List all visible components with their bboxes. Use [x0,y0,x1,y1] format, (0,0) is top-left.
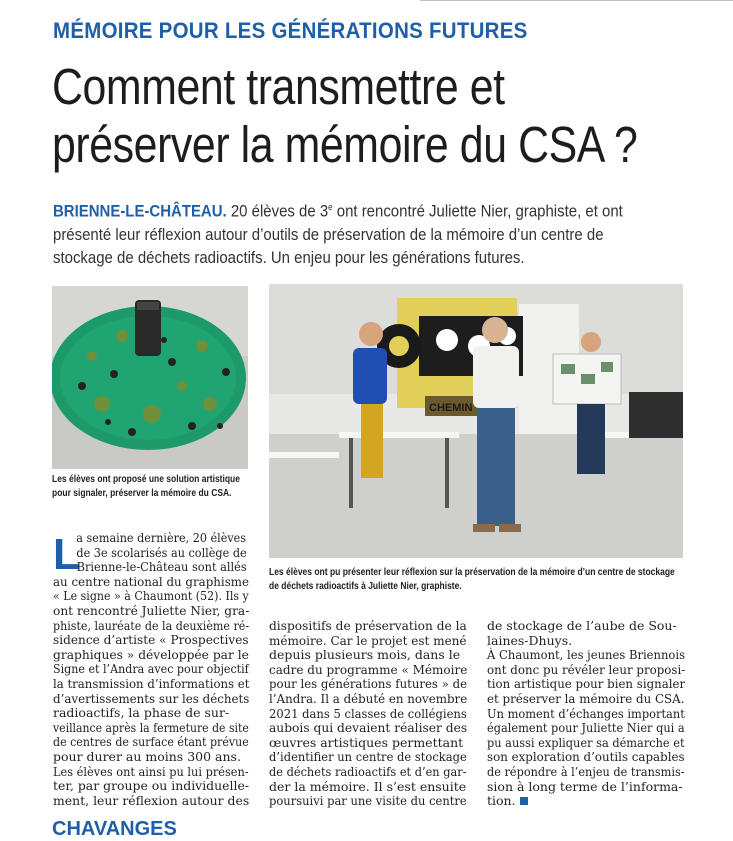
body-line: l’Andra. Il a débuté en novembre [269,690,468,706]
body-line: À Chaumont, les jeunes Briennois [487,647,686,663]
body-line: d’avertissements sur les déchets [53,690,250,706]
body-line: sion à long terme de l’informa- [487,778,683,794]
photo-art-installation-image [52,286,248,469]
body-line: radioactifs, la phase de sur- [53,705,230,721]
body-line: de déchets radioactifs et d’en gar- [269,763,467,779]
headline-line-1: Comment transmettre et [52,58,505,115]
body-line: également pour Juliette Nier qui a [487,720,685,736]
body-line: œuvres artistiques permettant [269,734,464,750]
body-line: Les élèves ont ainsi pu lui présen- [53,763,249,779]
body-line: dispositifs de préservation de la [269,618,467,633]
body-line: Signe et l’Andra avec pour objectif [53,661,249,677]
headline [52,58,712,174]
body-line: ment, leur réflexion autour des [53,792,250,808]
body-line: de répondre à l’enjeu de transmis- [487,763,685,779]
body-line: 2021 dans 5 classes de collégiens [269,705,467,721]
body-column-2 [269,619,467,809]
photo-classroom-image [269,284,683,558]
body-line: tion. [487,794,685,809]
body-line: la transmission d’informations et [53,675,250,691]
body-line: de stockage de l’aube de Sou- [487,618,677,633]
body-line: de 3e scolarisés au collège de [76,544,247,560]
body-line: graphiques » développée par le [53,646,249,662]
body-line: au centre national du graphisme [53,573,250,589]
dateline: BRIENNE-LE-CHÂTEAU. [53,201,227,221]
body-line: pour durer au moins 300 ans. [53,748,241,764]
body-line: veillance après la fermeture de site [53,719,249,735]
photo-sign-text: CHEMIN [429,402,473,414]
lead-line-1: BRIENNE-LE-CHÂTEAU. 20 élèves de 3e ont rencontré Juliette Nier, graphiste, et ont [53,201,623,221]
body-line: de centres de surface étant prévue [53,734,249,750]
body-line: ont donc pu révéler leur proposi- [487,661,686,677]
top-rule [420,0,733,1]
lead-line-2: présenté leur réflexion autour d’outils de préservation de la mémoire d’un centre de [53,224,604,244]
body-line: tion artistique pour bien signaler [487,676,686,692]
body-line: depuis plusieurs mois, dans le [269,647,461,663]
drop-cap: L [53,530,80,579]
caption-left: Les élèves ont proposé une solution artistique pour signaler, préserver la mémoire du CSA. [52,474,240,499]
body-line: d’identifier un centre de stockage [269,749,467,765]
body-line: et préserver la mémoire du CSA. [487,690,685,706]
body-column-3 [487,619,685,809]
body-line: pour les générations futures » de [269,676,468,692]
end-mark-icon [520,797,528,805]
body-column-1 [53,531,249,808]
lead-line-3: stockage de déchets radioactifs. Un enjeu pour les générations futures. [53,247,525,267]
next-section-kicker: CHAVANGES [52,818,177,840]
body-line: laines-Dhuys. [487,632,573,648]
photo-classroom-presentation [269,284,683,558]
lead-paragraph [53,196,683,269]
body-line: sidence d’artiste « Prospectives [53,632,249,648]
section-kicker: MÉMOIRE POUR LES GÉNÉRATIONS FUTURES [53,18,528,43]
caption-right: Les élèves ont pu présenter leur réflexion sur la préservation de la mémoire d’un centre de stockage de déchets radioactifs à Juliette Nier, graphiste. [269,567,675,592]
body-line: Brienne-le-Château sont allés [76,559,247,575]
headline-line-2: préserver la mémoire du CSA ? [52,116,638,173]
body-line: son exploration d’outils capables [487,749,685,765]
body-line: aubois qui devaient réaliser des [269,720,468,736]
body-line: pu aussi expliquer sa démarche et [487,734,685,750]
body-line: a semaine dernière, 20 élèves [76,530,247,545]
body-line: cadre du programme « Mémoire [269,661,468,677]
body-line: ter, par groupe ou individuelle- [53,778,250,794]
body-line: phiste, lauréate de la deuxième ré- [53,617,250,633]
body-line: poursuivi par une visite du centre [269,793,467,809]
photo-art-installation [52,286,248,469]
body-line: « Le signe » à Chaumont (52). Ils y [53,588,249,604]
body-line: der la mémoire. Il s’est ensuite [269,778,467,794]
body-line: Un moment d’échanges important [487,705,685,721]
body-line: mémoire. Car le projet est mené [269,632,467,648]
body-line: ont rencontré Juliette Nier, gra- [53,602,250,618]
